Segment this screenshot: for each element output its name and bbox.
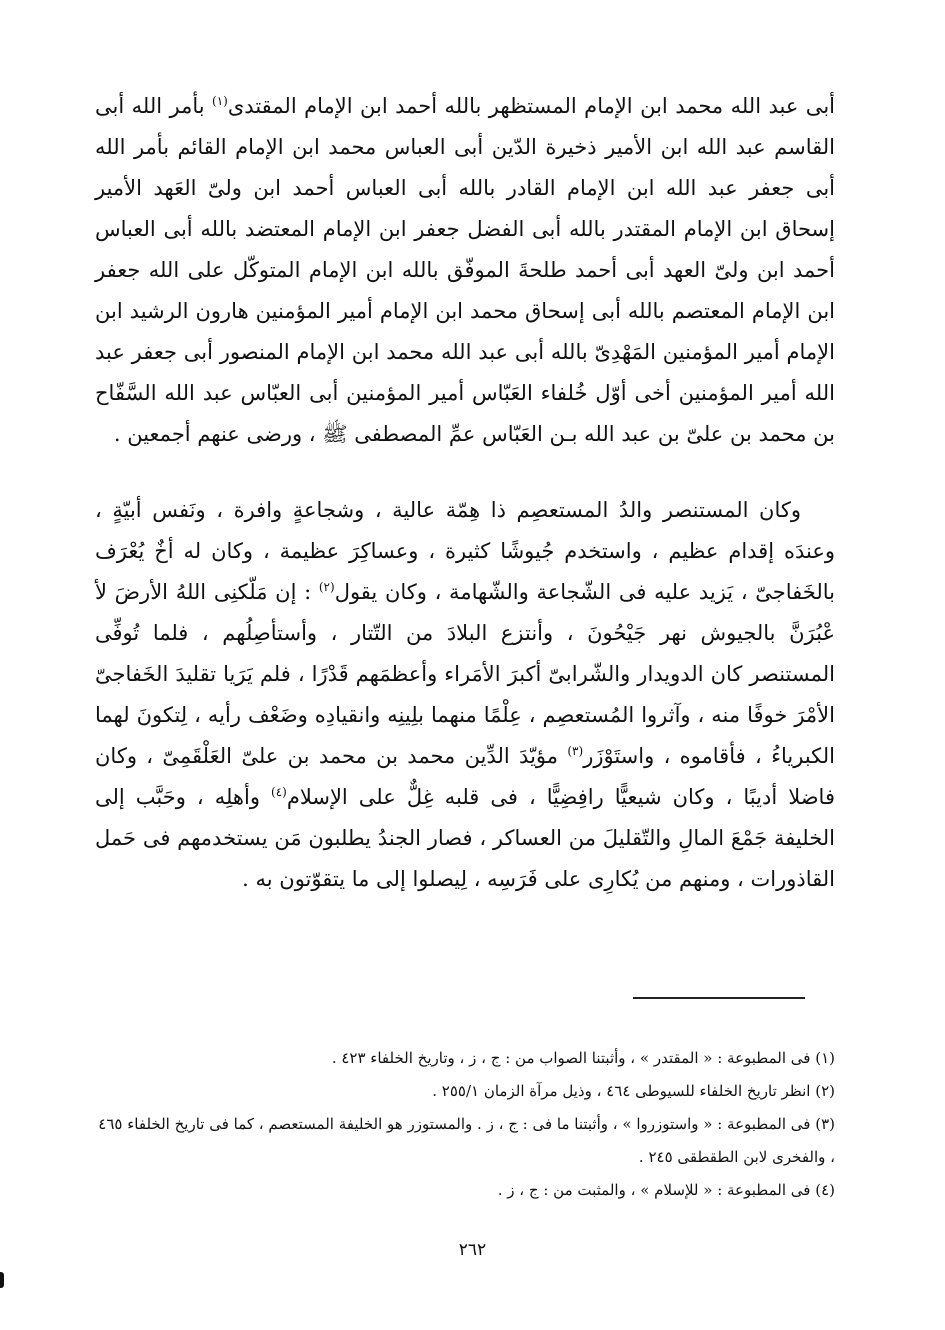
- footnote-reference: (١): [212, 94, 228, 108]
- footnote-divider: [633, 997, 805, 999]
- footnote-item: (١) فى المطبوعة : « المقتدر » ، وأثبتنا الصواب من : ج ، ز ، وتاريخ الخلفاء ٤٢٣ .: [331, 1049, 835, 1067]
- footnote-item: (٣) فى المطبوعة : « واستوزروا » ، وأثبتنا ما فى : ج ، ز . والمستوزر هو الخليفة المستعصم ، كما فى تاريخ الخلفاء ٤٦٥ ، والفخرى لابن الطقطقى ٢٤٥ .: [98, 1115, 835, 1166]
- footnote-reference: (٣): [567, 744, 584, 758]
- paragraph-text: أبى عبد الله محمد ابن الإمام المستظهر بالله أحمد ابن الإمام المقتدى: [227, 94, 835, 118]
- paragraph-text: مؤيّدَ الدِّين محمد بن محمد بن علىّ العَلْقَمِىّ ، وكان فاضلا أديبًا ، وكان شيعيًّا رافِضِيًّا ، فى قلبه غِلٌّ على الإسلام: [95, 744, 835, 809]
- footnotes-list: [92, 1042, 835, 1207]
- footnote-item: (٤) فى المطبوعة : « للإسلام » ، والمثبت من : ج ، ز .: [497, 1181, 835, 1199]
- paragraph-mustansir: [95, 490, 835, 900]
- footnote-reference: (٤): [271, 785, 287, 799]
- paragraph-text: وكان المستنصر والدُ المستعصِم ذا هِمّة عالية ، وشجاعةٍ وافرة ، ونَفس أبيّةٍ ، وعندَه إقدام عظيم ، واستخدم جُيوشًا كثيرة ، وعساكِرَ عظيمة ، وكان له أخٌ يُعْرَف بالخَفاجىّ ، يَزيد عليه فى الشّجاعة والشّهامة ، وكان يقول: [95, 498, 835, 604]
- scan-edge-mark: [0, 1272, 4, 1288]
- paragraph-text: وأهلِه ، وحَبَّب إلى الخليفة جَمْعَ المالِ والتّقليلَ من العساكر ، فصار الجندُ يطلبون مَن يستخدمهم فى حَمل القاذورات ، ومنهم من يُكارِى على فَرَسِه ، لِيصلوا إلى ما يتقوّتون به .: [95, 785, 835, 891]
- page-number: ٢٦٢: [458, 1240, 487, 1260]
- paragraph-lineage: [95, 86, 835, 455]
- paragraph-text: : إن مَلّكنِى اللهُ الأرضَ لأ عْبُرَنَّ بالجيوش نهر جَيْحُونَ ، وأنتزع البلادَ من التّتار ، وأستأصِلُهم ، فلما تُوفِّى المستنصر كان الدويدار والشّرابىّ أكبرَ الأمَراء وأعظمَهم قَدْرًا ، فلم يَرَيا تقليدَ الخَفاجىّ الأمْرَ خوفًا منه ، وآثروا المُستعصِم ، عِلْمًا منهما بلِينِه وانقيادِه وضَعْف رأيه ، لِتكونَ لهما الكبرياءُ ، فأقاموه ، واستَوْزَر: [95, 580, 835, 768]
- paragraph-text: بأمر الله أبى القاسم عبد الله ابن الأمير ذخيرة الدّين أبى العباس محمد ابن الإمام القائم بأمر الله أبى جعفر عبد الله ابن الإمام القادر بالله أبى العباس أحمد ابن ولىّ العَهد الأمير إسحاق ابن الإمام المقتدر بالله أبى الفضل جعفر ابن الإمام المعتضد بالله أبى العباس أحمد ابن ولىّ العهد أبى أحمد طلحةَ الموفّق بالله ابن الإمام المتوكّل على الله جعفر ابن الإمام المعتصم بالله أبى إسحاق محمد ابن الإمام أمير المؤمنين هارون الرشيد ابن الإمام أمير المؤمنين المَهْدِىّ بالله أبى عبد الله محمد ابن الإمام المنصور أبى جعفر عبد الله أمير المؤمنين أخى أوّل خُلفاء العَبّاس أمير المؤمنين أبى العبّاس عبد الله السَّفّاح بن محمد بن علىّ بن عبد الله بـن العَبّاس عمِّ المصطفى ﷺ ، ورضى عنهم أجمعين .: [95, 94, 835, 446]
- footnote-item: (٢) انظر تاريخ الخلفاء للسيوطى ٤٦٤ ، وذيل مرآة الزمان ٢٥٥/١ .: [432, 1082, 835, 1100]
- footnote-reference: (٢): [318, 580, 335, 594]
